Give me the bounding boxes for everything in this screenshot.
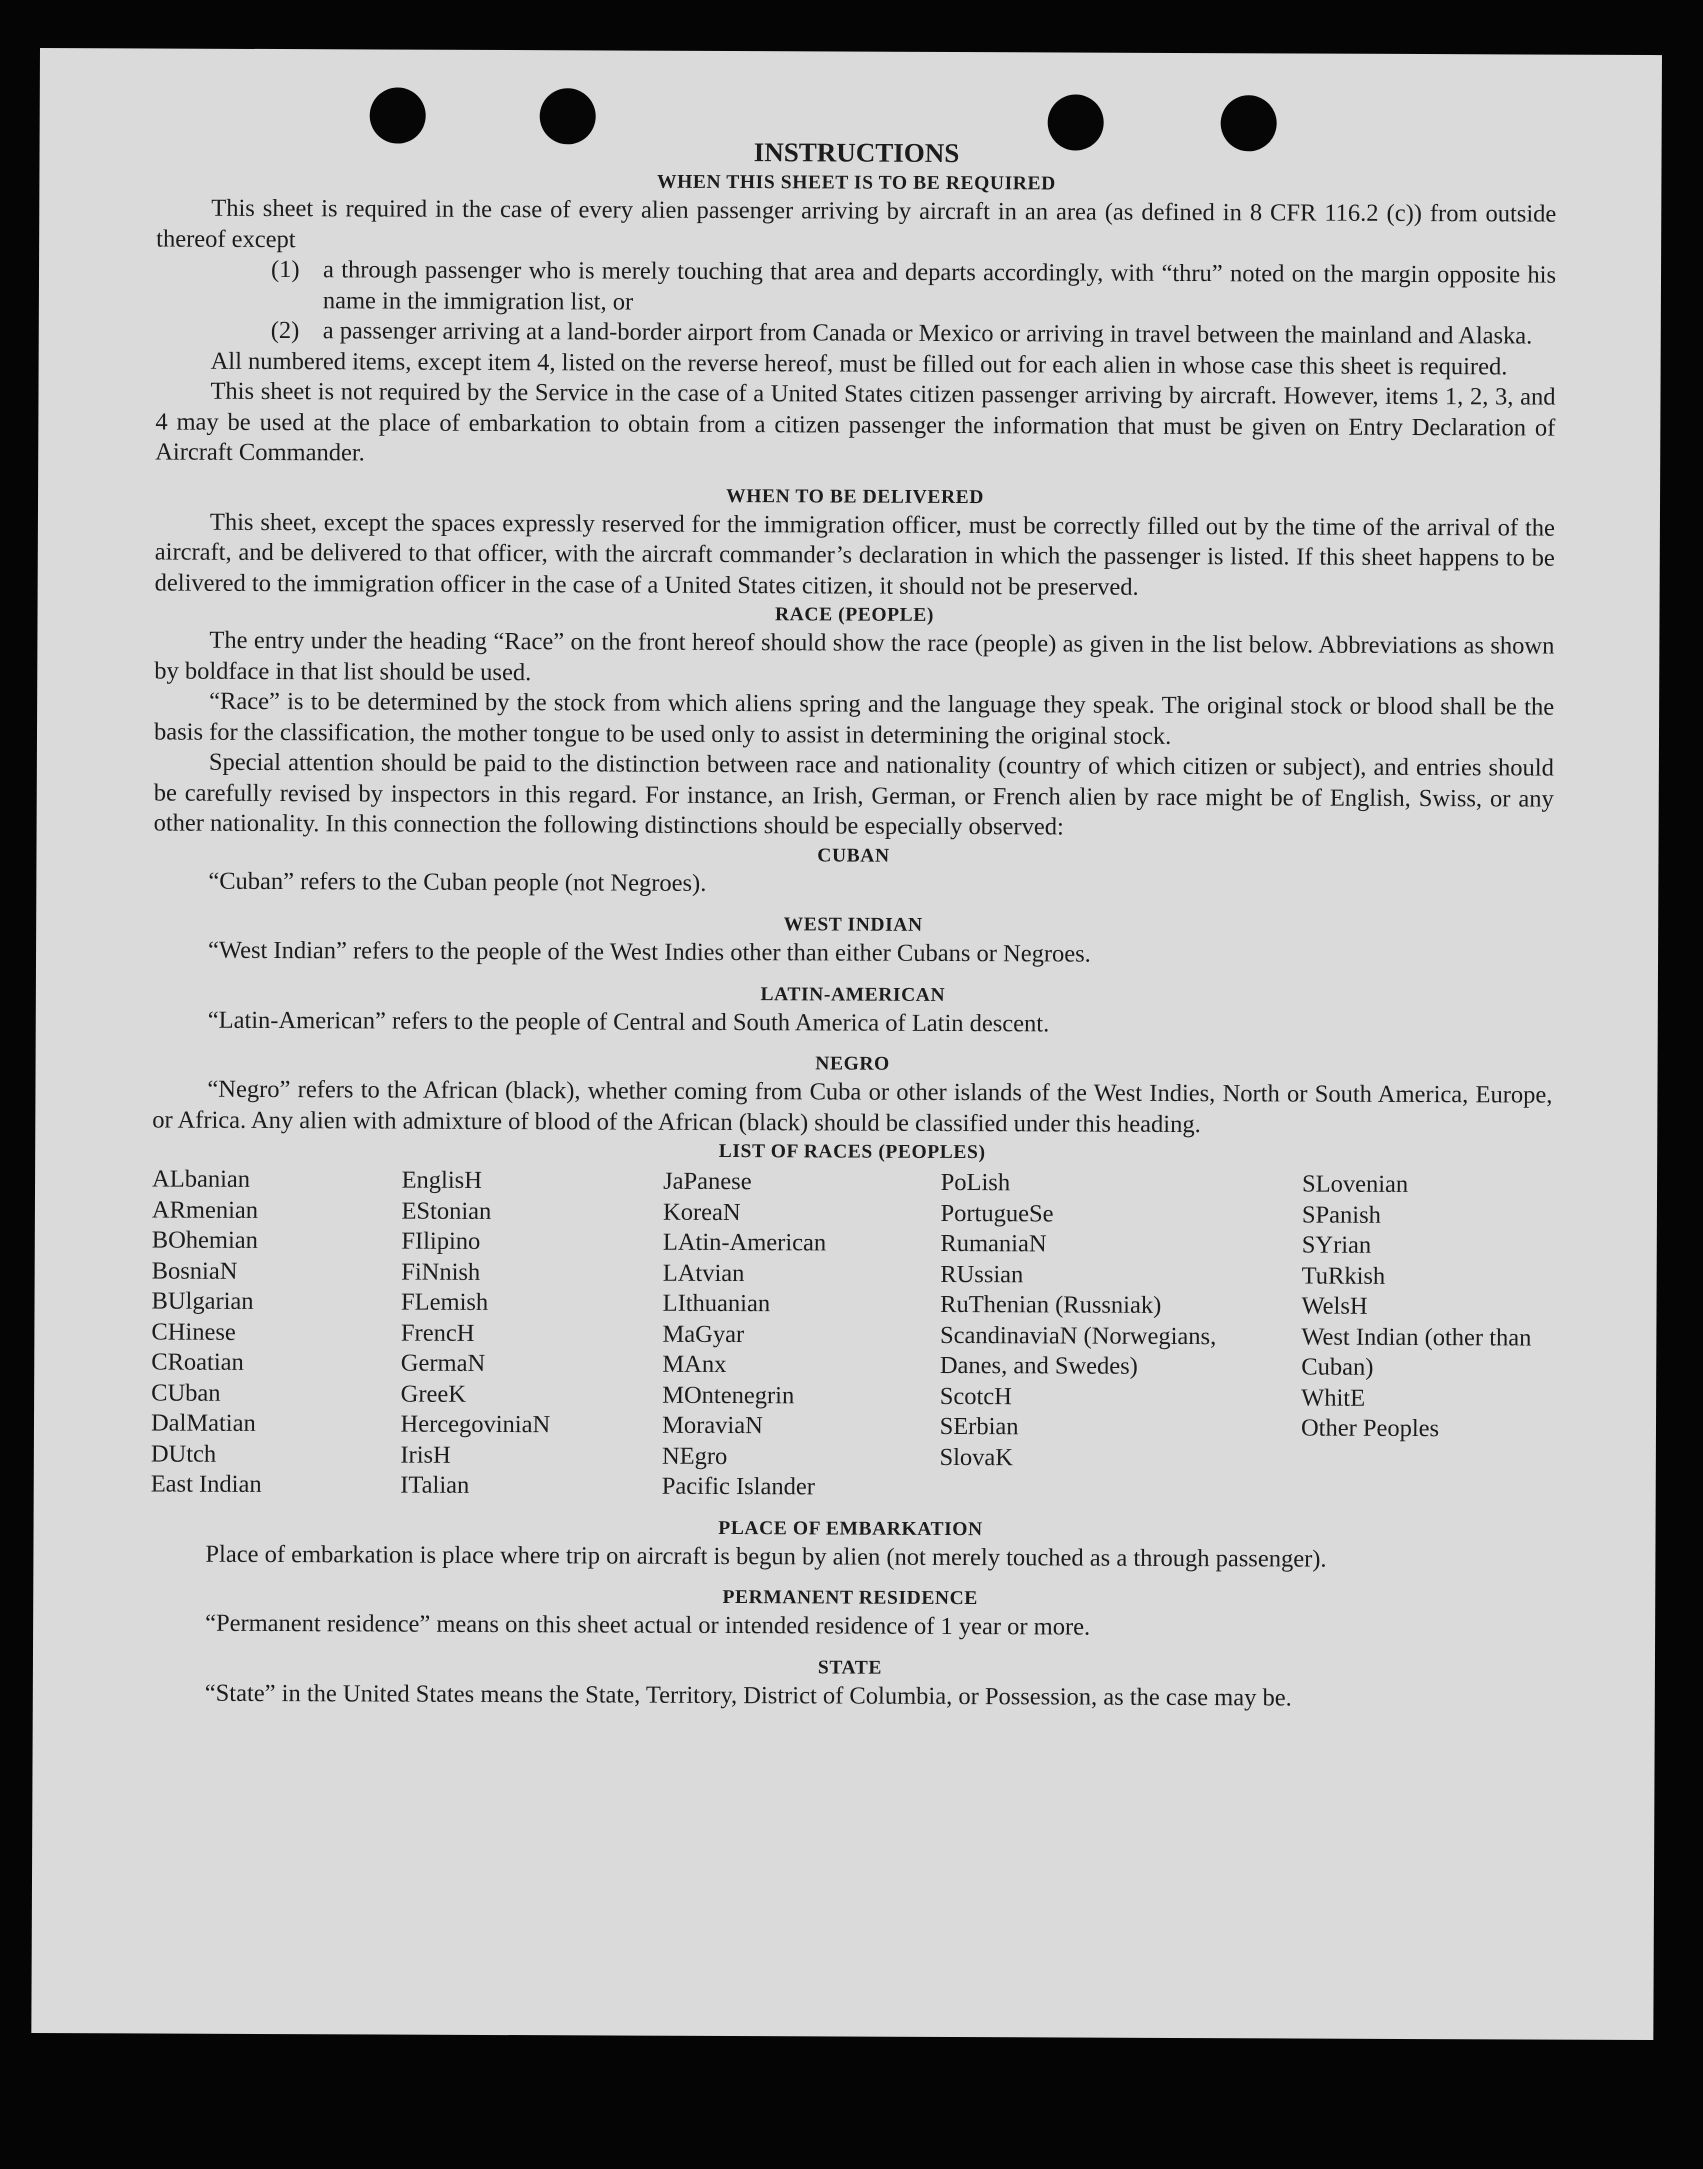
race-entry: DalMatian — [150, 1409, 256, 1437]
race-entry: SlovaK — [939, 1443, 1014, 1471]
latin-american-para: “Latin-American” refers to the people of Central and South America of Latin descent. — [207, 1006, 1050, 1037]
exception-text: a through passenger who is merely touching that area and departs accordingly, with “thru” noted on the margin opposite his name in the immigration list, or — [322, 256, 1557, 316]
races-column — [662, 1167, 941, 1504]
race-entry: PortugueSe — [940, 1199, 1054, 1227]
race-entry: GermaN — [400, 1349, 486, 1377]
race-entry: CRoatian — [151, 1348, 244, 1376]
race-entry: TuRkish — [1301, 1262, 1386, 1290]
race-entry: RUssian — [940, 1260, 1024, 1288]
race-entry: LIthuanian — [662, 1289, 771, 1318]
race-entry: LAtvian — [662, 1259, 745, 1287]
race-entry: MAnx — [662, 1350, 727, 1379]
section-heading-race: RACE (PEOPLE) — [775, 604, 935, 626]
race-entry: SPanish — [1301, 1201, 1381, 1229]
race-entry: NEgro — [661, 1442, 728, 1470]
race-entry: RumaniaN — [940, 1229, 1047, 1258]
race-entry: ARmenian — [151, 1195, 259, 1224]
race-entry: FiNnish — [401, 1258, 481, 1286]
race-entry: ALbanian — [152, 1165, 251, 1193]
race-entry: BosniaN — [151, 1256, 238, 1285]
race-entry: EnglisH — [401, 1166, 482, 1194]
section-heading-state: STATE — [817, 1656, 883, 1679]
race-entry: FLemish — [401, 1288, 489, 1316]
race-entry: IrisH — [400, 1441, 451, 1469]
when-required-intro: This sheet is required in the case of every alien passenger arriving by aircraft in an area (as defined in 8 CFR 116.2 (c)) from outside thereof except — [156, 194, 1557, 253]
races-column — [151, 1164, 402, 1501]
race-entry: BOhemian — [151, 1226, 259, 1254]
when-required-para: This sheet is not required by the Service in the case of a United States citizen passenger arriving by aircraft. However, items 1, 2, 3, and 4 may be used at the place of embarkation to obtain from a citizen passenger the information that must be given on Entry Declaration of Aircraft Commander. — [155, 377, 1556, 467]
race-entry: KoreaN — [662, 1198, 741, 1226]
section-heading-residence: PERMANENT RESIDENCE — [722, 1586, 978, 1610]
section-heading-negro: NEGRO — [815, 1053, 890, 1075]
race-entry: West Indian (other than Cuban) — [1301, 1323, 1532, 1381]
section-heading-list-of-races: LIST OF RACES (PEOPLES) — [718, 1140, 986, 1164]
race-entry: LAtin-American — [662, 1228, 827, 1257]
race-entry: MoraviaN — [662, 1411, 763, 1440]
document-page — [31, 48, 1662, 2040]
exception-number: (1) — [270, 256, 300, 284]
race-entry: GreeK — [400, 1380, 467, 1408]
race-entry: ITalian — [400, 1471, 470, 1499]
exception-text: a passenger arriving at a land-border airport from Canada or Mexico or arriving in travel between the mainland and Alaska. — [322, 317, 1533, 350]
west-indian-para: “West Indian” refers to the people of the West Indies other than either Cubans or Negroes. — [208, 936, 1091, 968]
section-heading-latin-american: LATIN-AMERICAN — [760, 983, 946, 1006]
race-entry: WhitE — [1301, 1384, 1366, 1412]
exception-item — [271, 255, 1556, 322]
section-heading-when-required: WHEN THIS SHEET IS TO BE REQUIRED — [656, 171, 1056, 195]
race-para: “Race” is to be determined by the stock from which aliens spring and the language they speak. The original stock or blood shall be the basis for the classification, the mother tongue to be used only to assist in determining the original stock. — [153, 687, 1555, 750]
exception-item — [271, 316, 1556, 352]
race-entry: East Indian — [150, 1470, 262, 1498]
page-title: INSTRUCTIONS — [753, 137, 960, 169]
embarkation-para: Place of embarkation is place where trip on aircraft is begun by alien (not merely touched as a through passenger). — [205, 1540, 1327, 1573]
race-entry: BUlgarian — [151, 1287, 254, 1315]
race-entry: ScandinaviaN (Norwegians, Danes, and Swedes) — [939, 1321, 1217, 1380]
section-heading-cuban: CUBAN — [817, 844, 890, 867]
race-entry: CHinese — [151, 1317, 236, 1346]
race-entry: FrencH — [400, 1319, 475, 1347]
race-entry: JaPanese — [663, 1167, 752, 1196]
race-entry: ScotcH — [939, 1382, 1012, 1410]
cuban-para: “Cuban” refers to the Cuban people (not Negroes). — [208, 867, 707, 897]
race-entry: EStonian — [401, 1197, 492, 1225]
state-para: “State” in the United States means the State, Territory, District of Columbia, or Possession, as the case may be. — [204, 1679, 1292, 1711]
race-entry: FIlipino — [401, 1227, 481, 1255]
race-entry: SYrian — [1301, 1231, 1372, 1259]
when-required-para: All numbered items, except item 4, listed on the reverse hereof, must be filled out for each alien in whose case this sheet is required. — [210, 347, 1508, 380]
race-entry: HercegoviniaN — [400, 1410, 551, 1439]
race-entry: SLovenian — [1301, 1170, 1409, 1198]
race-entry: MOntenegrin — [662, 1381, 795, 1409]
race-entry: WelsH — [1301, 1292, 1368, 1320]
race-entry: CUban — [151, 1378, 221, 1407]
race-entry: MaGyar — [662, 1320, 745, 1348]
race-entry: Pacific Islander — [661, 1472, 815, 1501]
race-entry: RuThenian (Russniak) — [940, 1290, 1162, 1319]
exception-number: (2) — [270, 317, 300, 345]
races-list — [151, 1164, 1552, 1506]
race-para: Special attention should be paid to the distinction between race and nationality (country of which citizen or subject), and entries should be carefully revised by inspectors in this regard. For instance, an Irish, German, or French alien by race might be of English, Swiss, or any other nationality. In this connection the following distinctions should be especially observed: — [153, 748, 1554, 841]
section-heading-west-indian: WEST INDIAN — [783, 914, 923, 936]
race-para: The entry under the heading “Race” on the front hereof should show the race (people) as given in the list below. Abbreviations as shown by boldface in that list should be used. — [154, 626, 1555, 686]
negro-para: “Negro” refers to the African (black), whether coming from Cuba or other islands of the West Indies, North or South America, Europe, or Africa. Any alien with admixture of blood of the African (black) should be classified under this heading. — [152, 1075, 1553, 1138]
when-delivered-para: This sheet, except the spaces expressly reserved for the immigration officer, must be correctly filled out by the time of the arrival of the aircraft, and be delivered to that officer, with the aircraft commander’s declaration in which the passenger is listed. If this sheet happens to be delivered to the immigration officer in the case of a United States citizen, it should not be preserved. — [154, 508, 1555, 601]
race-entry: SErbian — [939, 1412, 1019, 1441]
race-entry: DUtch — [150, 1439, 217, 1468]
section-heading-when-delivered: WHEN TO BE DELIVERED — [726, 485, 985, 508]
race-entry: Other Peoples — [1300, 1414, 1440, 1443]
document-body — [150, 133, 1557, 1715]
residence-para: “Permanent residence” means on this sheet actual or intended residence of 1 year or more. — [205, 1609, 1091, 1641]
races-column — [939, 1168, 1302, 1505]
race-entry: PoLish — [940, 1168, 1011, 1197]
races-column — [400, 1166, 663, 1503]
races-column — [1301, 1170, 1552, 1507]
section-heading-embarkation: PLACE OF EMBARKATION — [718, 1517, 983, 1540]
